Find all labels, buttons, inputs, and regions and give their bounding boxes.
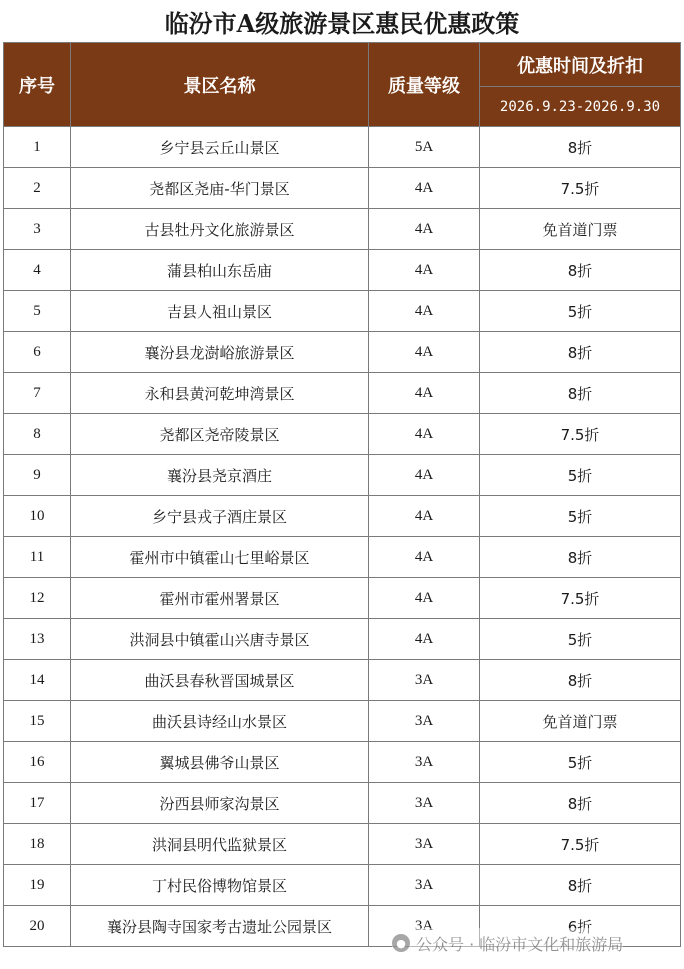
cell-grade: 4A	[369, 578, 480, 619]
cell-discount: 7.5折	[480, 414, 681, 455]
cell-name: 曲沃县春秋晋国城景区	[71, 660, 369, 701]
cell-discount: 免首道门票	[480, 209, 681, 250]
cell-name: 蒲县柏山东岳庙	[71, 250, 369, 291]
cell-name: 吉县人祖山景区	[71, 291, 369, 332]
watermark	[392, 928, 623, 958]
cell-name: 尧都区尧庙-华门景区	[71, 168, 369, 209]
cell-index: 10	[4, 496, 71, 537]
cell-discount: 免首道门票	[480, 701, 681, 742]
cell-name: 乡宁县戎子酒庄景区	[71, 496, 369, 537]
header-discount: 优惠时间及折扣	[480, 43, 681, 87]
scenic-spot-table	[3, 42, 681, 947]
cell-discount: 6折	[480, 906, 681, 947]
table-row	[4, 414, 681, 455]
cell-name: 霍州市霍州署景区	[71, 578, 369, 619]
cell-grade: 4A	[369, 168, 480, 209]
table-row	[4, 824, 681, 865]
table-row	[4, 127, 681, 168]
table-row	[4, 250, 681, 291]
cell-name: 洪洞县中镇霍山兴唐寺景区	[71, 619, 369, 660]
table-row	[4, 660, 681, 701]
cell-discount: 5折	[480, 619, 681, 660]
header-period: 2026.9.23-2026.9.30	[480, 87, 681, 127]
table-row	[4, 168, 681, 209]
cell-name: 乡宁县云丘山景区	[71, 127, 369, 168]
cell-index: 17	[4, 783, 71, 824]
cell-grade: 3A	[369, 906, 480, 947]
cell-index: 3	[4, 209, 71, 250]
cell-grade: 4A	[369, 291, 480, 332]
cell-name: 霍州市中镇霍山七里峪景区	[71, 537, 369, 578]
cell-index: 5	[4, 291, 71, 332]
table-row	[4, 209, 681, 250]
cell-index: 14	[4, 660, 71, 701]
cell-index: 6	[4, 332, 71, 373]
table-row	[4, 783, 681, 824]
cell-name: 曲沃县诗经山水景区	[71, 701, 369, 742]
cell-index: 18	[4, 824, 71, 865]
cell-grade: 3A	[369, 865, 480, 906]
table-row	[4, 291, 681, 332]
cell-grade: 4A	[369, 250, 480, 291]
cell-discount: 7.5折	[480, 168, 681, 209]
header-name: 景区名称	[71, 43, 369, 127]
header-index: 序号	[4, 43, 71, 127]
table-row	[4, 578, 681, 619]
cell-grade: 4A	[369, 537, 480, 578]
cell-index: 2	[4, 168, 71, 209]
cell-index: 13	[4, 619, 71, 660]
cell-index: 11	[4, 537, 71, 578]
cell-name: 洪洞县明代监狱景区	[71, 824, 369, 865]
cell-discount: 8折	[480, 537, 681, 578]
cell-discount: 5折	[480, 291, 681, 332]
cell-name: 古县牡丹文化旅游景区	[71, 209, 369, 250]
cell-discount: 5折	[480, 455, 681, 496]
table-row	[4, 373, 681, 414]
cell-grade: 3A	[369, 824, 480, 865]
cell-discount: 7.5折	[480, 578, 681, 619]
cell-name: 襄汾县龙澍峪旅游景区	[71, 332, 369, 373]
cell-discount: 8折	[480, 250, 681, 291]
cell-discount: 5折	[480, 496, 681, 537]
cell-index: 20	[4, 906, 71, 947]
cell-grade: 4A	[369, 414, 480, 455]
table-row	[4, 537, 681, 578]
cell-grade: 4A	[369, 373, 480, 414]
cell-name: 汾西县师家沟景区	[71, 783, 369, 824]
cell-discount: 8折	[480, 660, 681, 701]
cell-grade: 3A	[369, 783, 480, 824]
table-row	[4, 742, 681, 783]
cell-discount: 8折	[480, 865, 681, 906]
cell-index: 16	[4, 742, 71, 783]
page-title: 临汾市A级旅游景区惠民优惠政策	[164, 8, 520, 38]
cell-name: 永和县黄河乾坤湾景区	[71, 373, 369, 414]
table-row	[4, 619, 681, 660]
cell-index: 9	[4, 455, 71, 496]
cell-index: 19	[4, 865, 71, 906]
cell-discount: 7.5折	[480, 824, 681, 865]
cell-grade: 3A	[369, 660, 480, 701]
cell-name: 翼城县佛爷山景区	[71, 742, 369, 783]
cell-grade: 4A	[369, 496, 480, 537]
cell-name: 襄汾县陶寺国家考古遗址公园景区	[71, 906, 369, 947]
cell-grade: 5A	[369, 127, 480, 168]
cell-index: 15	[4, 701, 71, 742]
table-row	[4, 455, 681, 496]
cell-grade: 4A	[369, 455, 480, 496]
cell-grade: 3A	[369, 742, 480, 783]
table-row	[4, 332, 681, 373]
watermark-text: 公众号 · 临汾市文化和旅游局	[416, 934, 624, 954]
cell-discount: 5折	[480, 742, 681, 783]
cell-grade: 4A	[369, 619, 480, 660]
cell-index: 12	[4, 578, 71, 619]
cell-name: 尧都区尧帝陵景区	[71, 414, 369, 455]
cell-name: 丁村民俗博物馆景区	[71, 865, 369, 906]
cell-discount: 8折	[480, 783, 681, 824]
header-grade: 质量等级	[369, 43, 480, 127]
cell-index: 8	[4, 414, 71, 455]
cell-grade: 4A	[369, 209, 480, 250]
cell-discount: 8折	[480, 332, 681, 373]
table-row	[4, 865, 681, 906]
cell-grade: 4A	[369, 332, 480, 373]
cell-index: 1	[4, 127, 71, 168]
cell-discount: 8折	[480, 373, 681, 414]
cell-discount: 8折	[480, 127, 681, 168]
table-row	[4, 701, 681, 742]
cell-index: 7	[4, 373, 71, 414]
wechat-icon: ●	[392, 934, 410, 952]
cell-index: 4	[4, 250, 71, 291]
cell-name: 襄汾县尧京酒庄	[71, 455, 369, 496]
table-row	[4, 496, 681, 537]
cell-grade: 3A	[369, 701, 480, 742]
